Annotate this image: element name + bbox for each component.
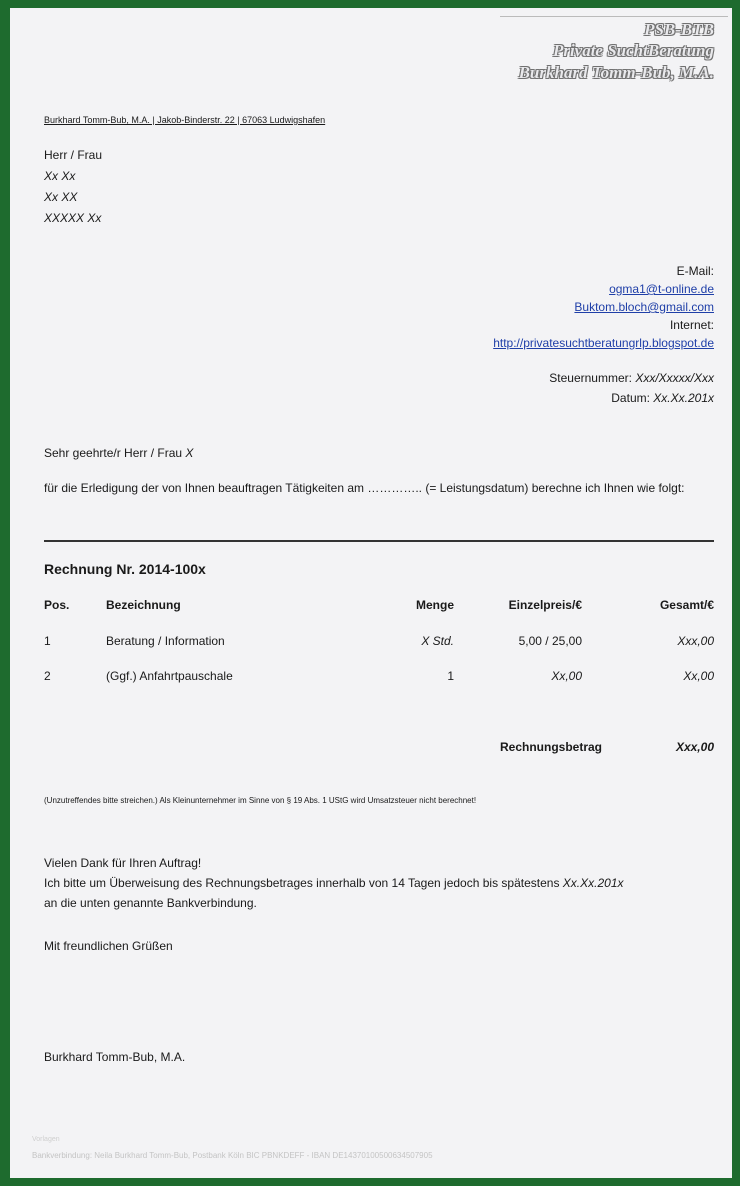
intro-text: für die Erledigung der von Ihnen beauftragen Tätigkeiten am ………….. (= Leistungsdatum) berechne ich Ihnen wie folgt: xyxy=(44,481,685,495)
email-label: E-Mail: xyxy=(676,264,714,278)
email-link-1[interactable]: ogma1@t-online.de xyxy=(609,282,714,296)
bank-details-footer: Bankverbindung: Neila Burkhard Tomm-Bub, Postbank Köln BIC PBNKDEFF - IBAN DE14370100500634507905 xyxy=(32,1151,433,1160)
recipient-name: Xx Xx xyxy=(44,169,76,183)
recipient-city: XXXXX Xx xyxy=(44,211,102,225)
brand-line-3: Burkhard Tomm-Bub, M.A. xyxy=(518,63,714,82)
thanks-text: Vielen Dank für Ihren Auftrag! xyxy=(44,856,202,870)
recipient-street: Xx XX xyxy=(44,190,78,204)
sender-line: Burkhard Tomm-Bub, M.A. | Jakob-Binderstr. 22 | 67063 Ludwigshafen xyxy=(44,115,326,125)
th-unit-price: Einzelpreis/€ xyxy=(508,598,582,612)
regards-text: Mit freundlichen Grüßen xyxy=(44,939,173,953)
date-value: Xx.Xx.201x xyxy=(653,391,714,405)
date-label: Datum: xyxy=(611,391,650,405)
th-pos: Pos. xyxy=(44,598,70,612)
th-total: Gesamt/€ xyxy=(659,598,714,612)
greeting xyxy=(44,444,714,462)
row1-unit-price: 5,00 / 25,00 xyxy=(518,634,582,648)
tax-label: Steuernummer: xyxy=(549,371,632,385)
invoice-title: Rechnung Nr. 2014-100x xyxy=(44,561,206,577)
invoice-page xyxy=(10,8,732,1178)
th-description: Bezeichnung xyxy=(106,598,181,612)
invoice-date xyxy=(611,391,714,405)
row1-quantity: X Std. xyxy=(421,634,454,648)
signature-name: Burkhard Tomm-Bub, M.A. xyxy=(44,1050,186,1064)
total-label: Rechnungsbetrag xyxy=(499,740,602,754)
row1-description: Beratung / Information xyxy=(106,634,225,648)
row2-description: (Ggf.) Anfahrtpauschale xyxy=(106,669,233,683)
row1-pos: 1 xyxy=(44,634,51,648)
total-value: Xxx,00 xyxy=(675,740,714,754)
payment-request xyxy=(44,874,714,892)
payment-text: Ich bitte um Überweisung des Rechnungsbetrages innerhalb von 14 Tagen jedoch bis spätestens xyxy=(44,876,560,890)
tax-value: Xxx/Xxxxx/Xxx xyxy=(635,371,714,385)
th-quantity: Menge xyxy=(415,598,454,612)
internet-label: Internet: xyxy=(669,318,714,332)
brand-line-2: Private SuchtBeratung xyxy=(552,41,714,60)
row2-total: Xx,00 xyxy=(683,669,714,683)
bank-reference: an die unten genannte Bankverbindung. xyxy=(44,896,257,910)
greeting-text: Sehr geehrte/r Herr / Frau xyxy=(44,446,183,460)
tax-note: (Unzutreffendes bitte streichen.) Als Kleinunternehmer im Sinne von § 19 Abs. 1 UStG wird Umsatzsteuer nicht berechnet! xyxy=(44,796,477,805)
section-divider xyxy=(44,540,714,542)
greeting-name: X xyxy=(185,446,194,460)
website-link[interactable]: http://privatesuchtberatungrlp.blogspot.de xyxy=(493,336,714,350)
watermark-vorlagen: Vorlagen xyxy=(32,1136,60,1143)
row2-pos: 2 xyxy=(44,669,51,683)
row2-quantity: 1 xyxy=(447,669,454,683)
payment-deadline: Xx.Xx.201x xyxy=(562,876,624,890)
tax-number xyxy=(549,371,714,385)
row2-unit-price: Xx,00 xyxy=(551,669,582,683)
row1-total: Xxx,00 xyxy=(677,634,714,648)
brand-line-1: PSB-BTB xyxy=(644,20,714,39)
recipient-salutation: Herr / Frau xyxy=(44,148,103,162)
email-link-2[interactable]: Buktom.bloch@gmail.com xyxy=(574,300,714,314)
header-rule xyxy=(500,16,728,17)
